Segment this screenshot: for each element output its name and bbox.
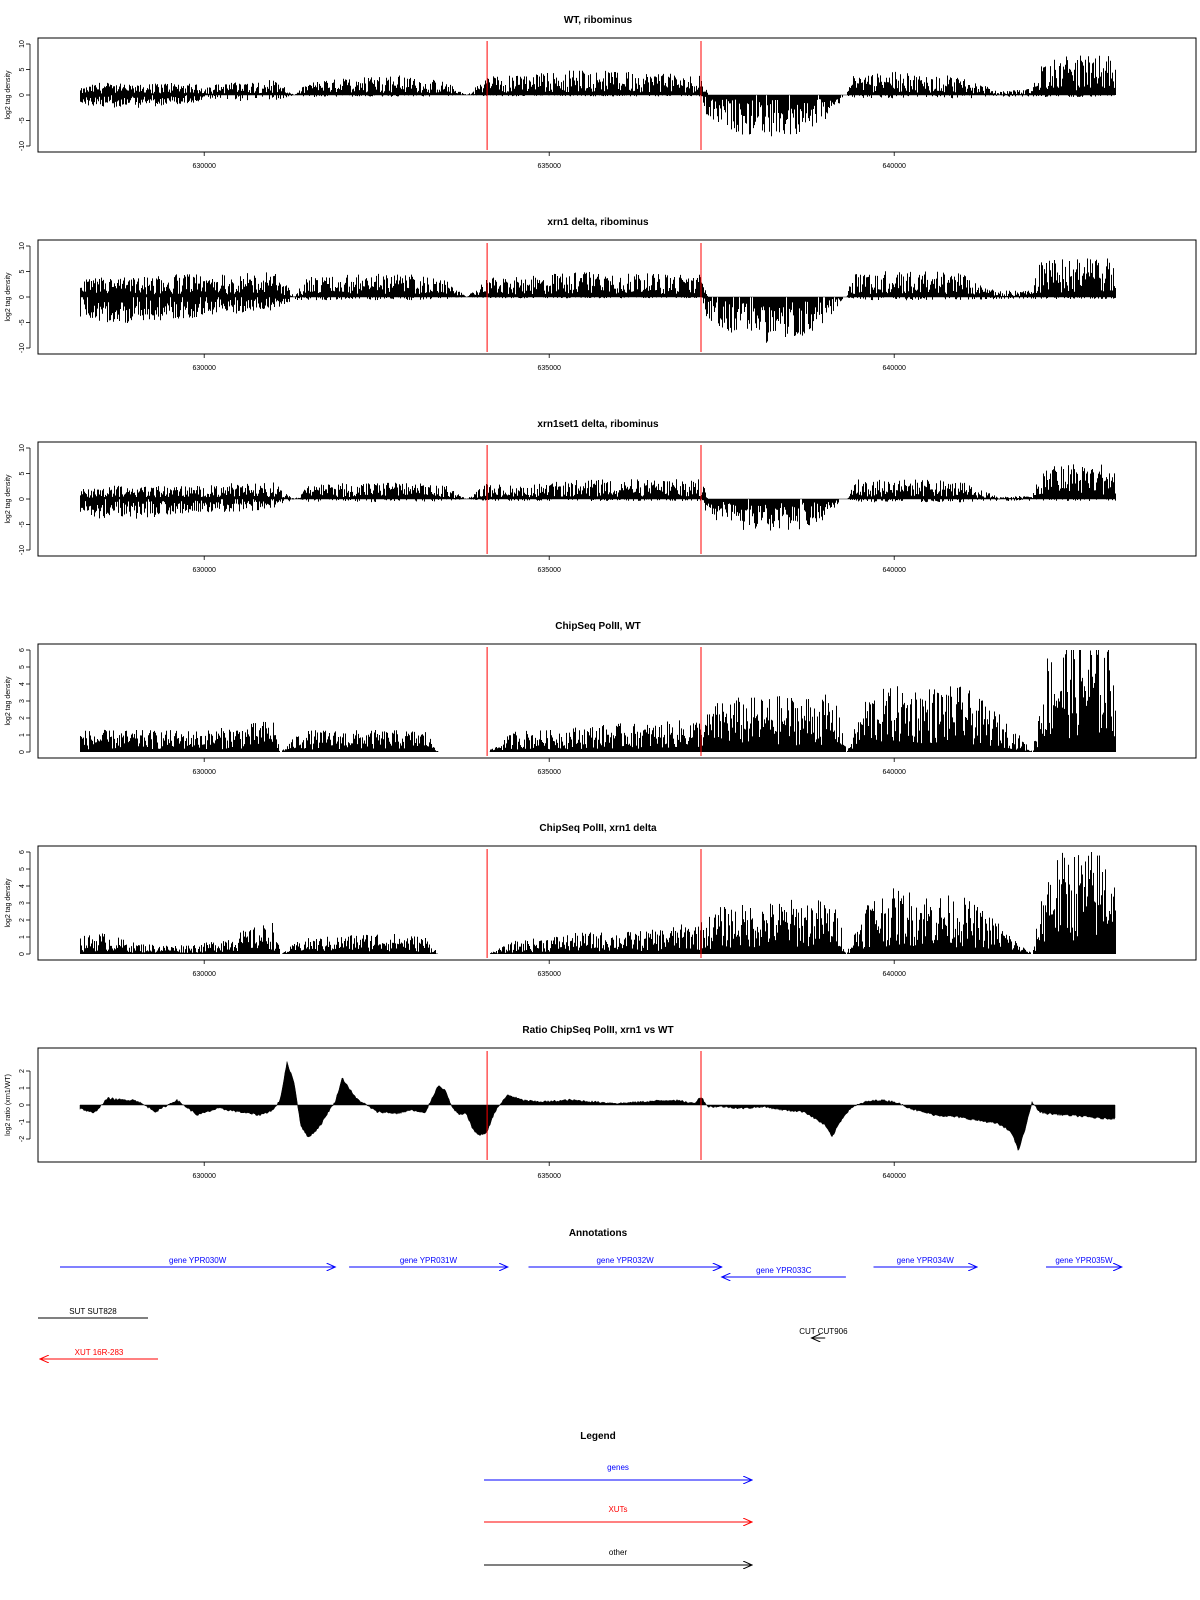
x-tick-label: 640000 <box>882 567 906 574</box>
panel-title: ChipSeq PolII, WT <box>555 621 641 632</box>
panel-chipseq-wt <box>5 621 1196 776</box>
annotation-feature <box>60 1256 335 1267</box>
y-tick-label: 5 <box>19 867 26 871</box>
y-tick-label: -10 <box>19 544 26 556</box>
signal-bars <box>81 852 1116 954</box>
y-tick-label: 3 <box>19 901 26 905</box>
x-axis <box>193 556 906 574</box>
y-axis <box>19 648 30 754</box>
panel-title: WT, ribominus <box>563 15 633 26</box>
x-tick-label: 635000 <box>537 769 561 776</box>
y-tick-label: 5 <box>19 269 26 274</box>
y-tick-label: 0 <box>19 497 26 501</box>
x-tick-label: 640000 <box>882 971 906 978</box>
y-tick-label: -2 <box>19 1135 26 1143</box>
y-axis-label: log2 tag density <box>5 474 12 524</box>
feature-label: CUT CUT906 <box>799 1327 848 1336</box>
y-tick-label: 2 <box>19 1069 26 1073</box>
red-markers <box>487 41 701 150</box>
panel-title: Ratio ChipSeq PolII, xrn1 vs WT <box>522 1025 674 1036</box>
x-tick-label: 635000 <box>537 567 561 574</box>
y-tick-label: -5 <box>19 521 26 528</box>
y-tick-label: 0 <box>19 952 26 956</box>
y-axis-label: log2 ratio (xrn1/WT) <box>5 1074 12 1136</box>
y-tick-label: 5 <box>19 471 26 476</box>
annotation-feature <box>40 1348 158 1359</box>
y-tick-label: -10 <box>19 342 26 354</box>
x-axis <box>193 758 906 776</box>
legend-label: XUTs <box>608 1505 628 1514</box>
ratio-area <box>80 1062 1115 1151</box>
feature-label: gene YPR034W <box>896 1256 954 1265</box>
plus-strand-bars <box>81 464 1116 499</box>
minus-strand-bars <box>81 499 1116 530</box>
red-markers <box>487 1051 701 1160</box>
annotation-feature <box>38 1307 148 1318</box>
panel-title: xrn1 delta, ribominus <box>547 217 649 228</box>
legend-entry <box>484 1463 752 1480</box>
red-markers <box>487 849 701 958</box>
x-tick-label: 630000 <box>192 365 216 372</box>
annotation-feature <box>874 1256 978 1267</box>
plus-strand-bars <box>81 56 1116 95</box>
x-tick-label: 630000 <box>192 1173 216 1180</box>
annotation-feature <box>799 1327 848 1338</box>
y-tick-label: -10 <box>19 140 26 152</box>
y-tick-label: 10 <box>19 444 26 452</box>
feature-label: gene YPR031W <box>399 1256 458 1265</box>
y-tick-label: 0 <box>19 1103 26 1107</box>
y-tick-label: 0 <box>19 93 26 97</box>
feature-label: gene YPR032W <box>596 1256 654 1265</box>
y-axis-label: log2 tag density <box>5 272 12 322</box>
y-tick-label: 4 <box>19 682 26 686</box>
feature-label: gene YPR033C <box>756 1266 812 1275</box>
y-axis-label: log2 tag density <box>5 676 12 726</box>
signal-bars <box>80 258 1116 342</box>
y-axis <box>19 444 30 555</box>
y-tick-label: 1 <box>19 935 26 939</box>
y-tick-label: 2 <box>19 918 26 922</box>
y-axis <box>19 242 30 353</box>
x-tick-label: 640000 <box>882 365 906 372</box>
x-tick-label: 630000 <box>192 163 216 170</box>
signal-bars <box>81 650 1116 752</box>
y-tick-label: 5 <box>19 67 26 72</box>
signal-bars <box>80 464 1116 530</box>
annotation-feature <box>349 1256 508 1267</box>
x-axis <box>193 960 906 978</box>
panel-title: ChipSeq PolII, xrn1 delta <box>539 823 657 834</box>
y-axis <box>19 850 30 956</box>
x-axis <box>193 354 906 372</box>
red-markers <box>487 445 701 554</box>
panel-xrn1-ribominus <box>5 217 1196 372</box>
feature-label: gene YPR030W <box>169 1256 227 1265</box>
y-axis <box>19 40 30 151</box>
y-tick-label: 1 <box>19 1086 26 1090</box>
annotations-title: Annotations <box>568 1228 628 1239</box>
legend-items <box>484 1463 752 1565</box>
y-tick-label: 3 <box>19 699 26 703</box>
y-tick-label: 0 <box>19 750 26 754</box>
y-axis-label: log2 tag density <box>5 878 12 928</box>
minus-strand-bars <box>81 297 1116 343</box>
y-tick-label: -5 <box>19 319 26 326</box>
legend-label: other <box>608 1548 628 1557</box>
x-tick-label: 630000 <box>192 567 216 574</box>
legend-title: Legend <box>580 1431 616 1442</box>
x-tick-label: 635000 <box>537 163 561 170</box>
y-tick-label: 0 <box>19 295 26 299</box>
plus-strand-bars <box>81 650 1116 752</box>
y-tick-label: 6 <box>19 648 26 652</box>
y-tick-label: 2 <box>19 716 26 720</box>
x-tick-label: 635000 <box>537 365 561 372</box>
panel-chipseq-xrn1 <box>5 823 1196 978</box>
panel-title: xrn1set1 delta, ribominus <box>537 419 659 430</box>
x-tick-label: 630000 <box>192 769 216 776</box>
y-axis-label: log2 tag density <box>5 70 12 120</box>
x-tick-label: 635000 <box>537 971 561 978</box>
annotation-features <box>38 1256 1122 1359</box>
y-axis <box>19 1069 30 1142</box>
y-tick-label: 5 <box>19 665 26 669</box>
panel-wt-ribominus <box>5 15 1196 170</box>
y-tick-label: -1 <box>19 1118 26 1126</box>
legend-entry <box>484 1548 752 1565</box>
minus-strand-bars <box>81 95 1112 136</box>
y-tick-label: 6 <box>19 850 26 854</box>
x-tick-label: 640000 <box>882 769 906 776</box>
panel-xrn1set1-ribominus <box>5 419 1196 574</box>
ratio-series <box>80 1062 1115 1151</box>
feature-label: XUT 16R-283 <box>74 1348 124 1357</box>
plus-strand-bars <box>81 852 1116 954</box>
x-axis <box>193 1162 906 1180</box>
x-tick-label: 640000 <box>882 1173 906 1180</box>
y-tick-label: -5 <box>19 117 26 124</box>
y-tick-label: 4 <box>19 884 26 888</box>
legend-panel <box>484 1431 752 1565</box>
annotation-feature <box>722 1266 846 1277</box>
plus-strand-bars <box>81 258 1116 297</box>
feature-label: gene YPR035W <box>1055 1256 1113 1265</box>
annotations-panel <box>38 1228 1122 1359</box>
annotation-feature <box>1046 1256 1122 1267</box>
y-tick-label: 10 <box>19 242 26 250</box>
x-axis <box>193 152 906 170</box>
signal-bars <box>80 56 1116 137</box>
legend-entry <box>484 1505 752 1522</box>
x-tick-label: 630000 <box>192 971 216 978</box>
annotation-feature <box>529 1256 722 1267</box>
x-tick-label: 635000 <box>537 1173 561 1180</box>
panel-ratio <box>5 1025 1196 1180</box>
y-tick-label: 1 <box>19 733 26 737</box>
x-tick-label: 640000 <box>882 163 906 170</box>
feature-label: SUT SUT828 <box>69 1307 117 1316</box>
y-tick-label: 10 <box>19 40 26 48</box>
legend-label: genes <box>607 1463 629 1472</box>
